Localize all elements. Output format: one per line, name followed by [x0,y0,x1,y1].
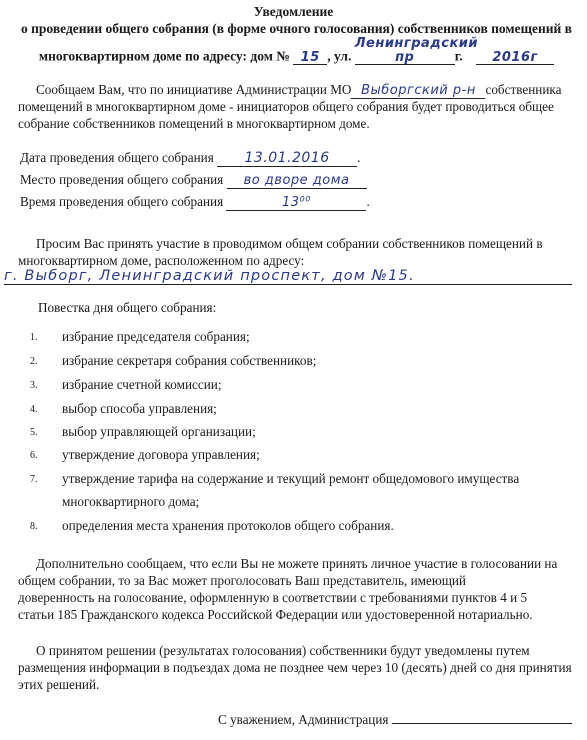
agenda-item [30,329,580,346]
agenda-item-number: 1. [30,332,38,343]
agenda-item [30,353,580,370]
intro-text-a: Сообщаем Вам, что по инициативе Администрации МО [36,82,352,97]
agenda-item-number: 3. [30,380,38,391]
agenda-item-number: 4. [30,404,38,415]
address-field: г. Выборг, Ленинградский проспект, дом №15. [4,269,572,285]
agenda-item-number: 7. [30,474,38,485]
agenda-item-text: определения места хранения протоколов общего собрания. [62,518,394,533]
subtitle-line-1: о проведении общего собрания (в форме очного голосования) собственников помещений в [21,21,572,36]
date-field: 13.01.2016 [217,151,357,167]
results-line-2: размещения информации в подъездах дома не позднее чем через 10 (десять) дней со дня принятия [18,660,572,675]
agenda-item-text: выбор управляющей организации; [62,424,256,439]
agenda-item-number: 5. [30,427,38,438]
date-label: Дата проведения общего собрания [20,150,214,165]
agenda-item-number: 6. [30,450,38,461]
agenda-item-text: утверждение тарифа на содержание и текущий ремонт общедомового имущества [62,471,520,486]
agenda-item [30,424,580,441]
agenda-item [30,471,580,488]
intro-line-1 [36,82,561,99]
results-line-3: этих решений. [18,677,100,692]
signature-text: С уважением, Администрация [218,712,389,727]
house-number-field: 15 [293,51,327,66]
document-title: Уведомление [253,4,334,19]
intro-text-b: собственника [485,82,562,97]
intro-line-2: помещений в многоквартирном доме - инициаторов общего собрания будет проводиться общее [18,99,554,114]
street-label: , ул. [327,48,352,64]
meeting-time-row: Время проведения общего собрания 13⁰⁰ . [20,194,370,210]
time-label: Время проведения общего собрания [20,194,224,209]
additional-line-2: общем собрании, то за Вас может проголосовать Ваш представитель, имеющий [18,573,466,588]
signature-row [218,711,572,729]
year-field: 2016г [476,51,554,66]
request-line-2: многоквартирном доме, расположенном по адресу: [18,253,305,268]
agenda-item [30,401,580,418]
place-field: во дворе дома [227,174,367,189]
agenda-item-text: выбор способа управления; [62,401,217,416]
meeting-place-row [20,172,367,189]
agenda-item-number: 2. [30,356,38,367]
agenda-item-text: избрание председателя собрания; [62,329,250,344]
signature-line [392,711,572,724]
meeting-date-row: Дата проведения общего собрания 13.01.2016 . [20,150,361,166]
agenda-item [30,518,580,535]
additional-line-3: доверенность на голосование, оформленную в соответствии с требованиями пунктов 4 и 5 [18,590,528,605]
intro-line-3: собрание собственников помещений в многоквартирном доме. [18,116,370,131]
agenda-item-text: утверждение договора управления; [62,447,260,462]
agenda-item [30,377,580,394]
address-row [4,268,579,285]
request-line-1: Просим Вас принять участие в проводимом общем собрании собственников помещений в [36,236,543,251]
place-label: Место проведения общего собрания [20,172,224,187]
results-line-1: О принятом решении (результатах голосования) собственники будут уведомлены путем [36,643,530,658]
agenda-item [30,447,580,464]
agenda-item-text: избрание секретаря собрания собственников; [62,353,317,368]
time-field: 13⁰⁰ [226,196,366,211]
agenda-item-continuation: многоквартирного дома; [62,494,200,509]
address-prefix: многоквартирном доме по адресу: дом № [38,48,290,64]
agenda-item-number: 8. [30,521,38,532]
subtitle-line-2 [14,37,579,66]
mo-field: Выборгский р-н [351,84,485,99]
additional-line-4: статьи 185 Гражданского кодекса Российской Федерации или удостоверенной нотариально. [18,607,533,622]
street-field: Ленинградский пр [354,36,479,65]
agenda-item-text: избрание счетной комиссии; [62,377,222,392]
street-suffix: г. [454,48,463,64]
additional-line-1: Дополнительно сообщаем, что если Вы не можете принять личное участие в голосовании на [36,556,558,571]
agenda-heading: Повестка дня общего собрания: [38,300,217,315]
